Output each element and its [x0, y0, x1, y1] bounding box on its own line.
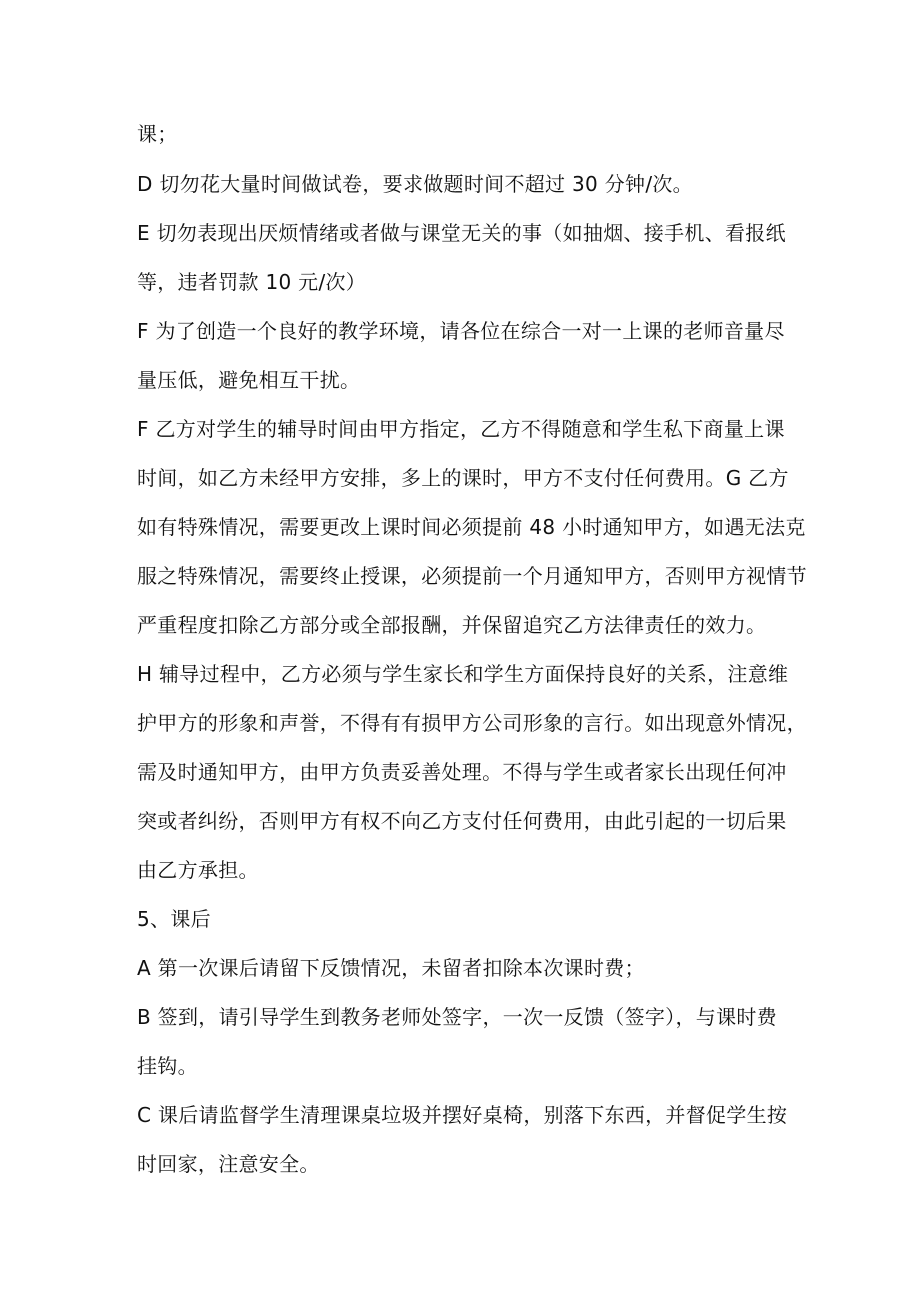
text-line: C 课后请监督学生清理课桌垃圾并摆好桌椅，别落下东西，并督促学生按 — [137, 1103, 788, 1127]
text-line: 严重程度扣除乙方部分或全部报酬，并保留追究乙方法律责任的效力。 — [137, 613, 767, 637]
text-line: 量压低，避免相互干扰。 — [137, 368, 361, 392]
section-heading: 5、课后 — [137, 907, 211, 931]
text-line: 如有特殊情况，需要更改上课时间必须提前 48 小时通知甲方，如遇无法克 — [137, 515, 806, 539]
text-line: F 乙方对学生的辅导时间由甲方指定，乙方不得随意和学生私下商量上课 — [137, 417, 785, 441]
text-line: A 第一次课后请留下反馈情况，未留者扣除本次课时费； — [137, 956, 645, 980]
text-line: 时回家，注意安全。 — [137, 1152, 320, 1176]
text-line: 时间，如乙方未经甲方安排，多上的课时，甲方不支付任何费用。G 乙方 — [137, 466, 789, 490]
text-line: H 辅导过程中，乙方必须与学生家长和学生方面保持良好的关系，注意维 — [137, 662, 789, 686]
text-line: 突或者纠纷，否则甲方有权不向乙方支付任何费用，由此引起的一切后果 — [137, 809, 787, 833]
text-line: 课； — [137, 122, 178, 146]
text-line: 等，违者罚款 10 元/次） — [137, 270, 367, 294]
text-line: 护甲方的形象和声誉，不得有有损甲方公司形象的言行。如出现意外情况， — [137, 711, 807, 735]
text-line: 需及时通知甲方，由甲方负责妥善处理。不得与学生或者家长出现任何冲 — [137, 760, 787, 784]
text-line: 服之特殊情况，需要终止授课，必须提前一个月通知甲方，否则甲方视情节 — [137, 564, 807, 588]
text-line: 挂钩。 — [137, 1054, 198, 1078]
text-line: B 签到，请引导学生到教务老师处签字，一次一反馈（签字），与课时费 — [137, 1005, 777, 1029]
text-line: D 切勿花大量时间做试卷，要求做题时间不超过 30 分钟/次。 — [137, 172, 693, 196]
text-line: F 为了创造一个良好的教学环境，请各位在综合一对一上课的老师音量尽 — [137, 319, 785, 343]
text-line: E 切勿表现出厌烦情绪或者做与课堂无关的事（如抽烟、接手机、看报纸 — [137, 221, 786, 245]
text-line: 由乙方承担。 — [137, 858, 259, 882]
